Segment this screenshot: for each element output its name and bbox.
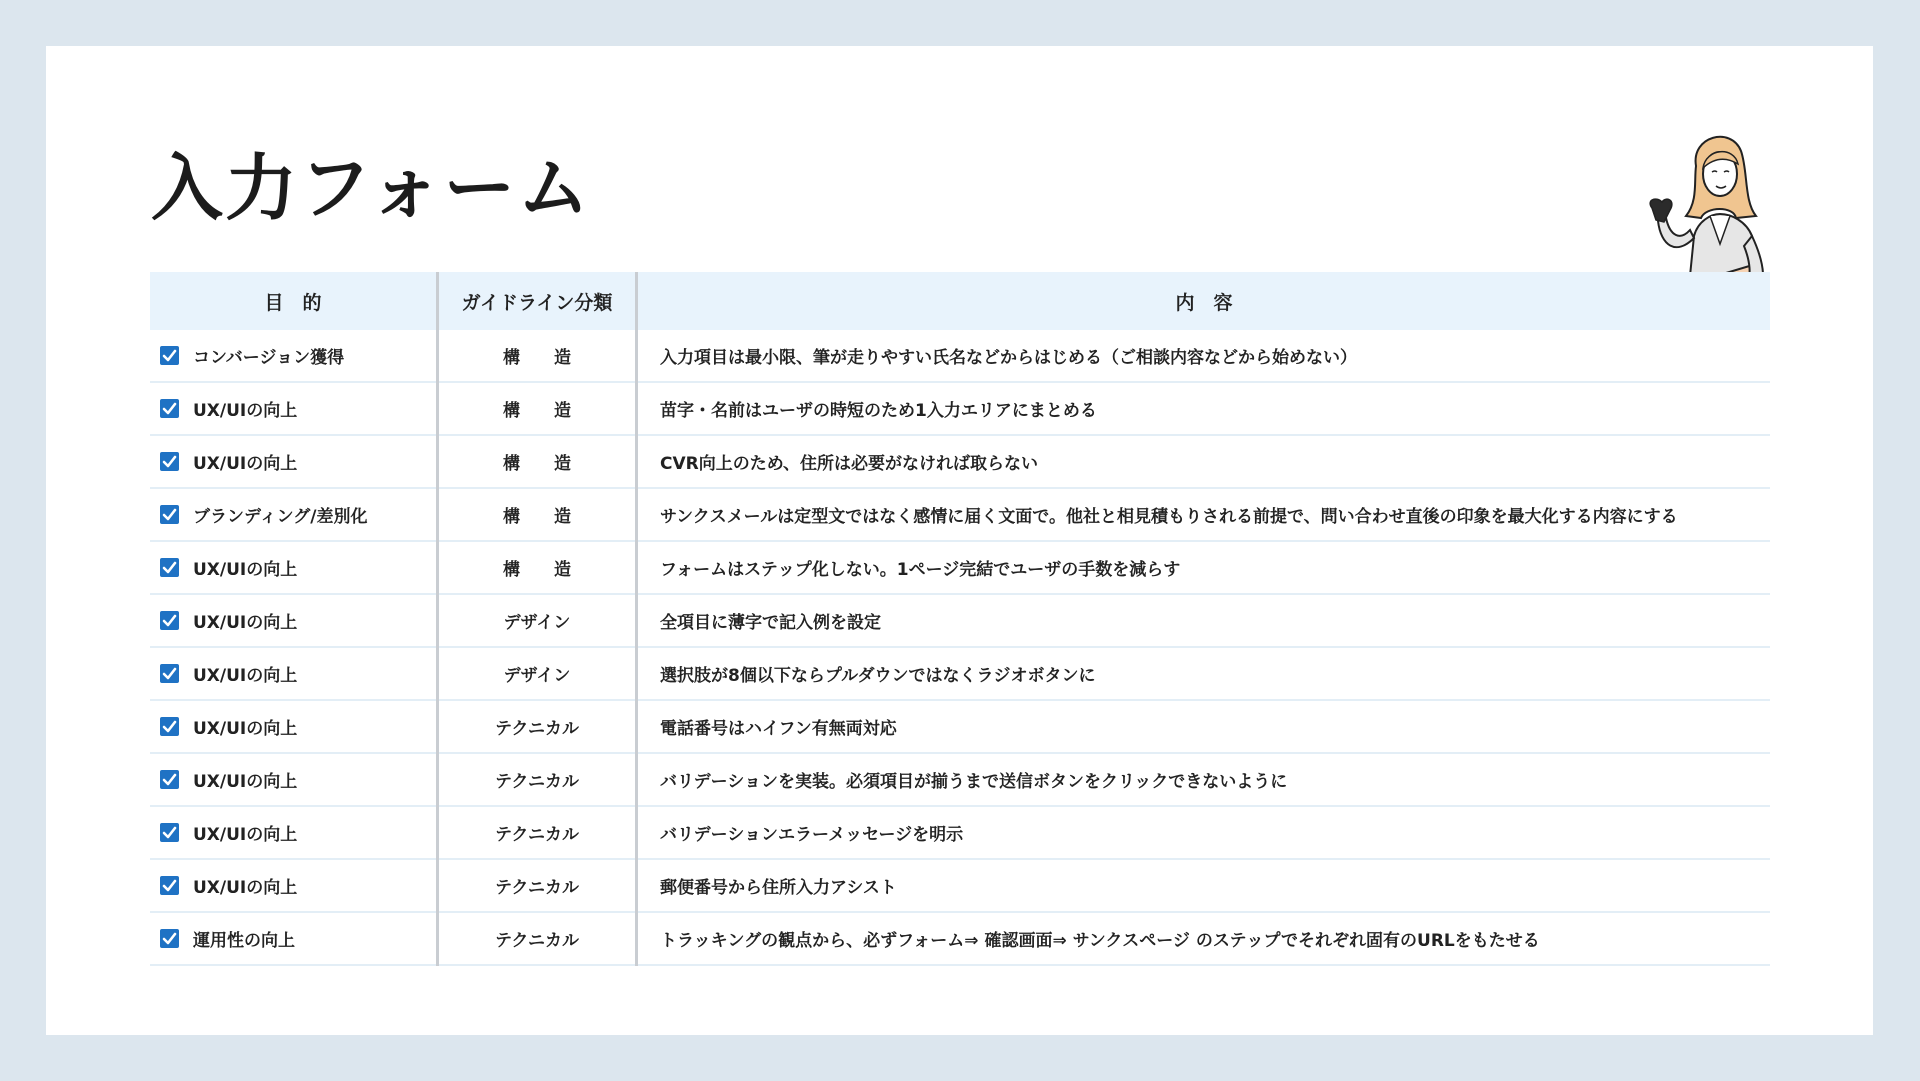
detail-cell: バリデーションを実装。必須項目が揃うまで送信ボタンをクリックできないように — [637, 753, 1771, 806]
category-cell: テクニカル — [438, 700, 637, 753]
purpose-cell — [150, 806, 438, 859]
purpose-text: ブランディング/差別化 — [193, 507, 368, 527]
detail-cell: 郵便番号から住所入力アシスト — [637, 859, 1771, 912]
purpose-cell — [150, 435, 438, 488]
purpose-cell — [150, 488, 438, 541]
guideline-table — [150, 272, 1770, 966]
detail-cell: 選択肢が8個以下ならプルダウンではなくラジオボタンに — [637, 647, 1771, 700]
table-row — [150, 912, 1770, 965]
checkbox-checked-icon[interactable] — [160, 929, 179, 948]
purpose-cell — [150, 912, 438, 965]
purpose-text: UX/UIの向上 — [193, 719, 298, 739]
purpose-text: UX/UIの向上 — [193, 666, 298, 686]
page-title: 入力フォーム — [151, 146, 592, 230]
detail-cell: トラッキングの観点から、必ずフォーム⇒ 確認画面⇒ サンクスページ のステップでそれぞれ固有のURLをもたせる — [637, 912, 1771, 965]
purpose-text: コンバージョン獲得 — [193, 348, 345, 368]
detail-cell: バリデーションエラーメッセージを明示 — [637, 806, 1771, 859]
header-purpose: 目 的 — [150, 272, 438, 330]
purpose-cell — [150, 330, 438, 382]
header-detail: 内 容 — [637, 272, 1771, 330]
table-row — [150, 382, 1770, 435]
checkbox-checked-icon[interactable] — [160, 770, 179, 789]
purpose-cell — [150, 594, 438, 647]
category-cell: 構 造 — [438, 488, 637, 541]
purpose-text: UX/UIの向上 — [193, 401, 298, 421]
purpose-text: UX/UIの向上 — [193, 825, 298, 845]
detail-cell: 全項目に薄字で記入例を設定 — [637, 594, 1771, 647]
detail-cell: CVR向上のため、住所は必要がなければ取らない — [637, 435, 1771, 488]
checkbox-checked-icon[interactable] — [160, 558, 179, 577]
checkbox-checked-icon[interactable] — [160, 717, 179, 736]
table-row — [150, 859, 1770, 912]
category-cell: 構 造 — [438, 435, 637, 488]
table-row — [150, 700, 1770, 753]
category-cell: 構 造 — [438, 330, 637, 382]
category-cell: デザイン — [438, 647, 637, 700]
category-cell: 構 造 — [438, 541, 637, 594]
table-row — [150, 488, 1770, 541]
detail-cell: 苗字・名前はユーザの時短のため1入力エリアにまとめる — [637, 382, 1771, 435]
checkbox-checked-icon[interactable] — [160, 664, 179, 683]
purpose-cell — [150, 753, 438, 806]
detail-cell: フォームはステップ化しない。1ページ完結でユーザの手数を減らす — [637, 541, 1771, 594]
checkbox-checked-icon[interactable] — [160, 452, 179, 471]
table-row — [150, 435, 1770, 488]
category-cell: テクニカル — [438, 912, 637, 965]
purpose-text: UX/UIの向上 — [193, 878, 298, 898]
table-row — [150, 541, 1770, 594]
purpose-cell — [150, 541, 438, 594]
purpose-text: UX/UIの向上 — [193, 772, 298, 792]
checkbox-checked-icon[interactable] — [160, 346, 179, 365]
header-category: ガイドライン分類 — [438, 272, 637, 330]
purpose-text: UX/UIの向上 — [193, 454, 298, 474]
purpose-cell — [150, 382, 438, 435]
category-cell: テクニカル — [438, 859, 637, 912]
table-row — [150, 806, 1770, 859]
purpose-text: UX/UIの向上 — [193, 613, 298, 633]
checkbox-checked-icon[interactable] — [160, 611, 179, 630]
checkbox-checked-icon[interactable] — [160, 823, 179, 842]
checkbox-checked-icon[interactable] — [160, 505, 179, 524]
category-cell: テクニカル — [438, 753, 637, 806]
purpose-text: UX/UIの向上 — [193, 560, 298, 580]
detail-cell: 電話番号はハイフン有無両対応 — [637, 700, 1771, 753]
table-header-row — [150, 272, 1770, 330]
table-row — [150, 330, 1770, 382]
purpose-cell — [150, 700, 438, 753]
category-cell: テクニカル — [438, 806, 637, 859]
purpose-text: 運用性の向上 — [193, 931, 295, 951]
slide — [46, 46, 1873, 1035]
detail-cell: サンクスメールは定型文ではなく感情に届く文面で。他社と相見積もりされる前提で、問い合わせ直後の印象を最大化する内容にする — [637, 488, 1771, 541]
table-row — [150, 594, 1770, 647]
table-row — [150, 647, 1770, 700]
checkbox-checked-icon[interactable] — [160, 876, 179, 895]
category-cell: デザイン — [438, 594, 637, 647]
category-cell: 構 造 — [438, 382, 637, 435]
purpose-cell — [150, 859, 438, 912]
detail-cell: 入力項目は最小限、筆が走りやすい氏名などからはじめる（ご相談内容などから始めない） — [637, 330, 1771, 382]
table-row — [150, 753, 1770, 806]
checkbox-checked-icon[interactable] — [160, 399, 179, 418]
purpose-cell — [150, 647, 438, 700]
